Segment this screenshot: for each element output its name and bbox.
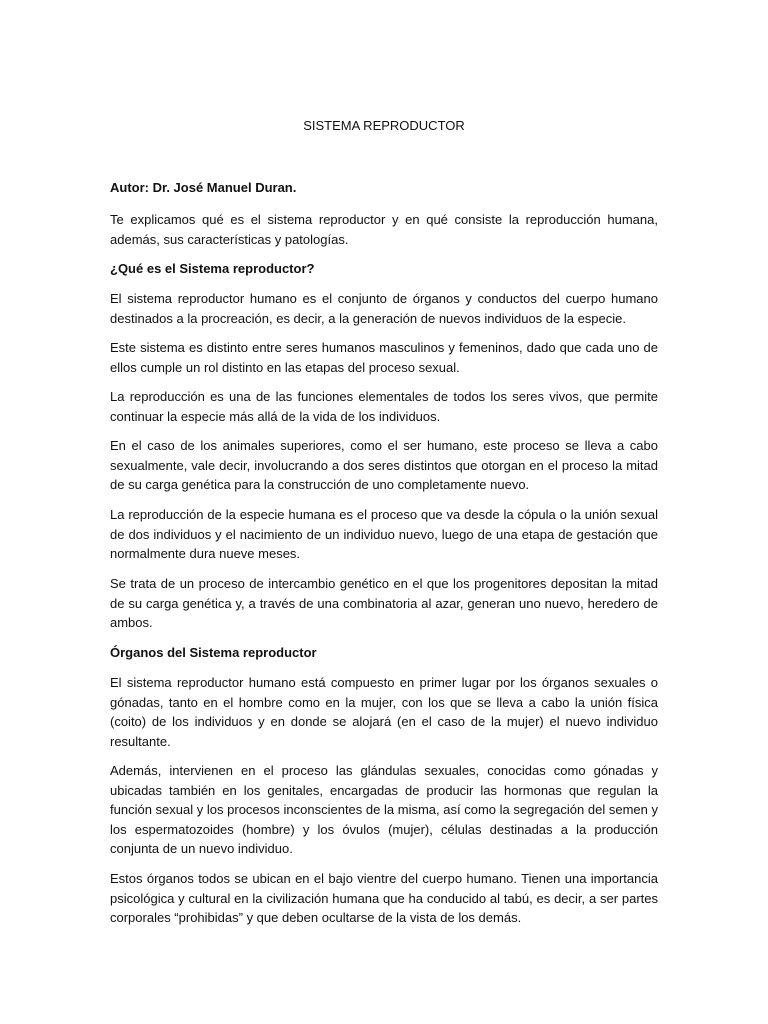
document-page [110, 0, 658, 1024]
paragraph-gonads: El sistema reproductor humano está compuesto en primer lugar por los órganos sexuales o gónadas, tanto en el hombre como en la mujer, con los que se lleva a cabo la unión física (coito) de los individuos y en donde se alojará (en el caso de la mujer) el nuevo individuo resultante. [110, 675, 658, 749]
paragraph-definition: El sistema reproductor humano es el conjunto de órganos y conductos del cuerpo humano destinados a la procreación, es decir, a la generación de nuevos individuos de la especie. [110, 291, 658, 326]
paragraph-male-female: Este sistema es distinto entre seres humanos masculinos y femeninos, dado que cada uno de ellos cumple un rol distinto en las etapas del proceso sexual. [110, 340, 658, 375]
paragraph-glands: Además, intervienen en el proceso las glándulas sexuales, conocidas como gónadas y ubicadas también en los genitales, encargadas de producir las hormonas que regulan la función sexual y los procesos inconscientes de la misma, así como la segregación del semen y los espermatozoides (hombre) y los óvulos (mujer), células destinadas a la producción conjunta de un nuevo individuo. [110, 763, 658, 856]
section-heading-organs: Órganos del Sistema reproductor [110, 645, 317, 660]
paragraph-higher-animals: En el caso de los animales superiores, como el ser humano, este proceso se lleva a cabo sexualmente, vale decir, involucrando a dos seres distintos que otorgan en el proceso la mitad de su carga genética para la construcción de uno completamente nuevo. [110, 438, 658, 492]
intro-paragraph: Te explicamos qué es el sistema reproductor y en qué consiste la reproducción humana, además, sus características y patologías. [110, 212, 658, 247]
paragraph-reproduction: La reproducción es una de las funciones elementales de todos los seres vivos, que permite continuar la especie más allá de la vida de los individuos. [110, 389, 658, 424]
author-line: Autor: Dr. José Manuel Duran. [110, 180, 297, 195]
section-heading-what-is: ¿Qué es el Sistema reproductor? [110, 261, 315, 276]
paragraph-human-reproduction: La reproducción de la especie humana es el proceso que va desde la cópula o la unión sexual de dos individuos y el nacimiento de un individuo nuevo, luego de una etapa de gestación que normalmente dura nueve meses. [110, 507, 658, 561]
paragraph-genetic-exchange: Se trata de un proceso de intercambio genético en el que los progenitores depositan la mitad de su carga genética y, a través de una combinatoria al azar, generan uno nuevo, heredero de ambos. [110, 576, 658, 630]
paragraph-location: Estos órganos todos se ubican en el bajo vientre del cuerpo humano. Tienen una importancia psicológica y cultural en la civilización humana que ha conducido al tabú, es decir, a ser partes corporales “prohibidas” y que deben ocultarse de la vista de los demás. [110, 871, 658, 925]
document-title: SISTEMA REPRODUCTOR [303, 118, 465, 133]
